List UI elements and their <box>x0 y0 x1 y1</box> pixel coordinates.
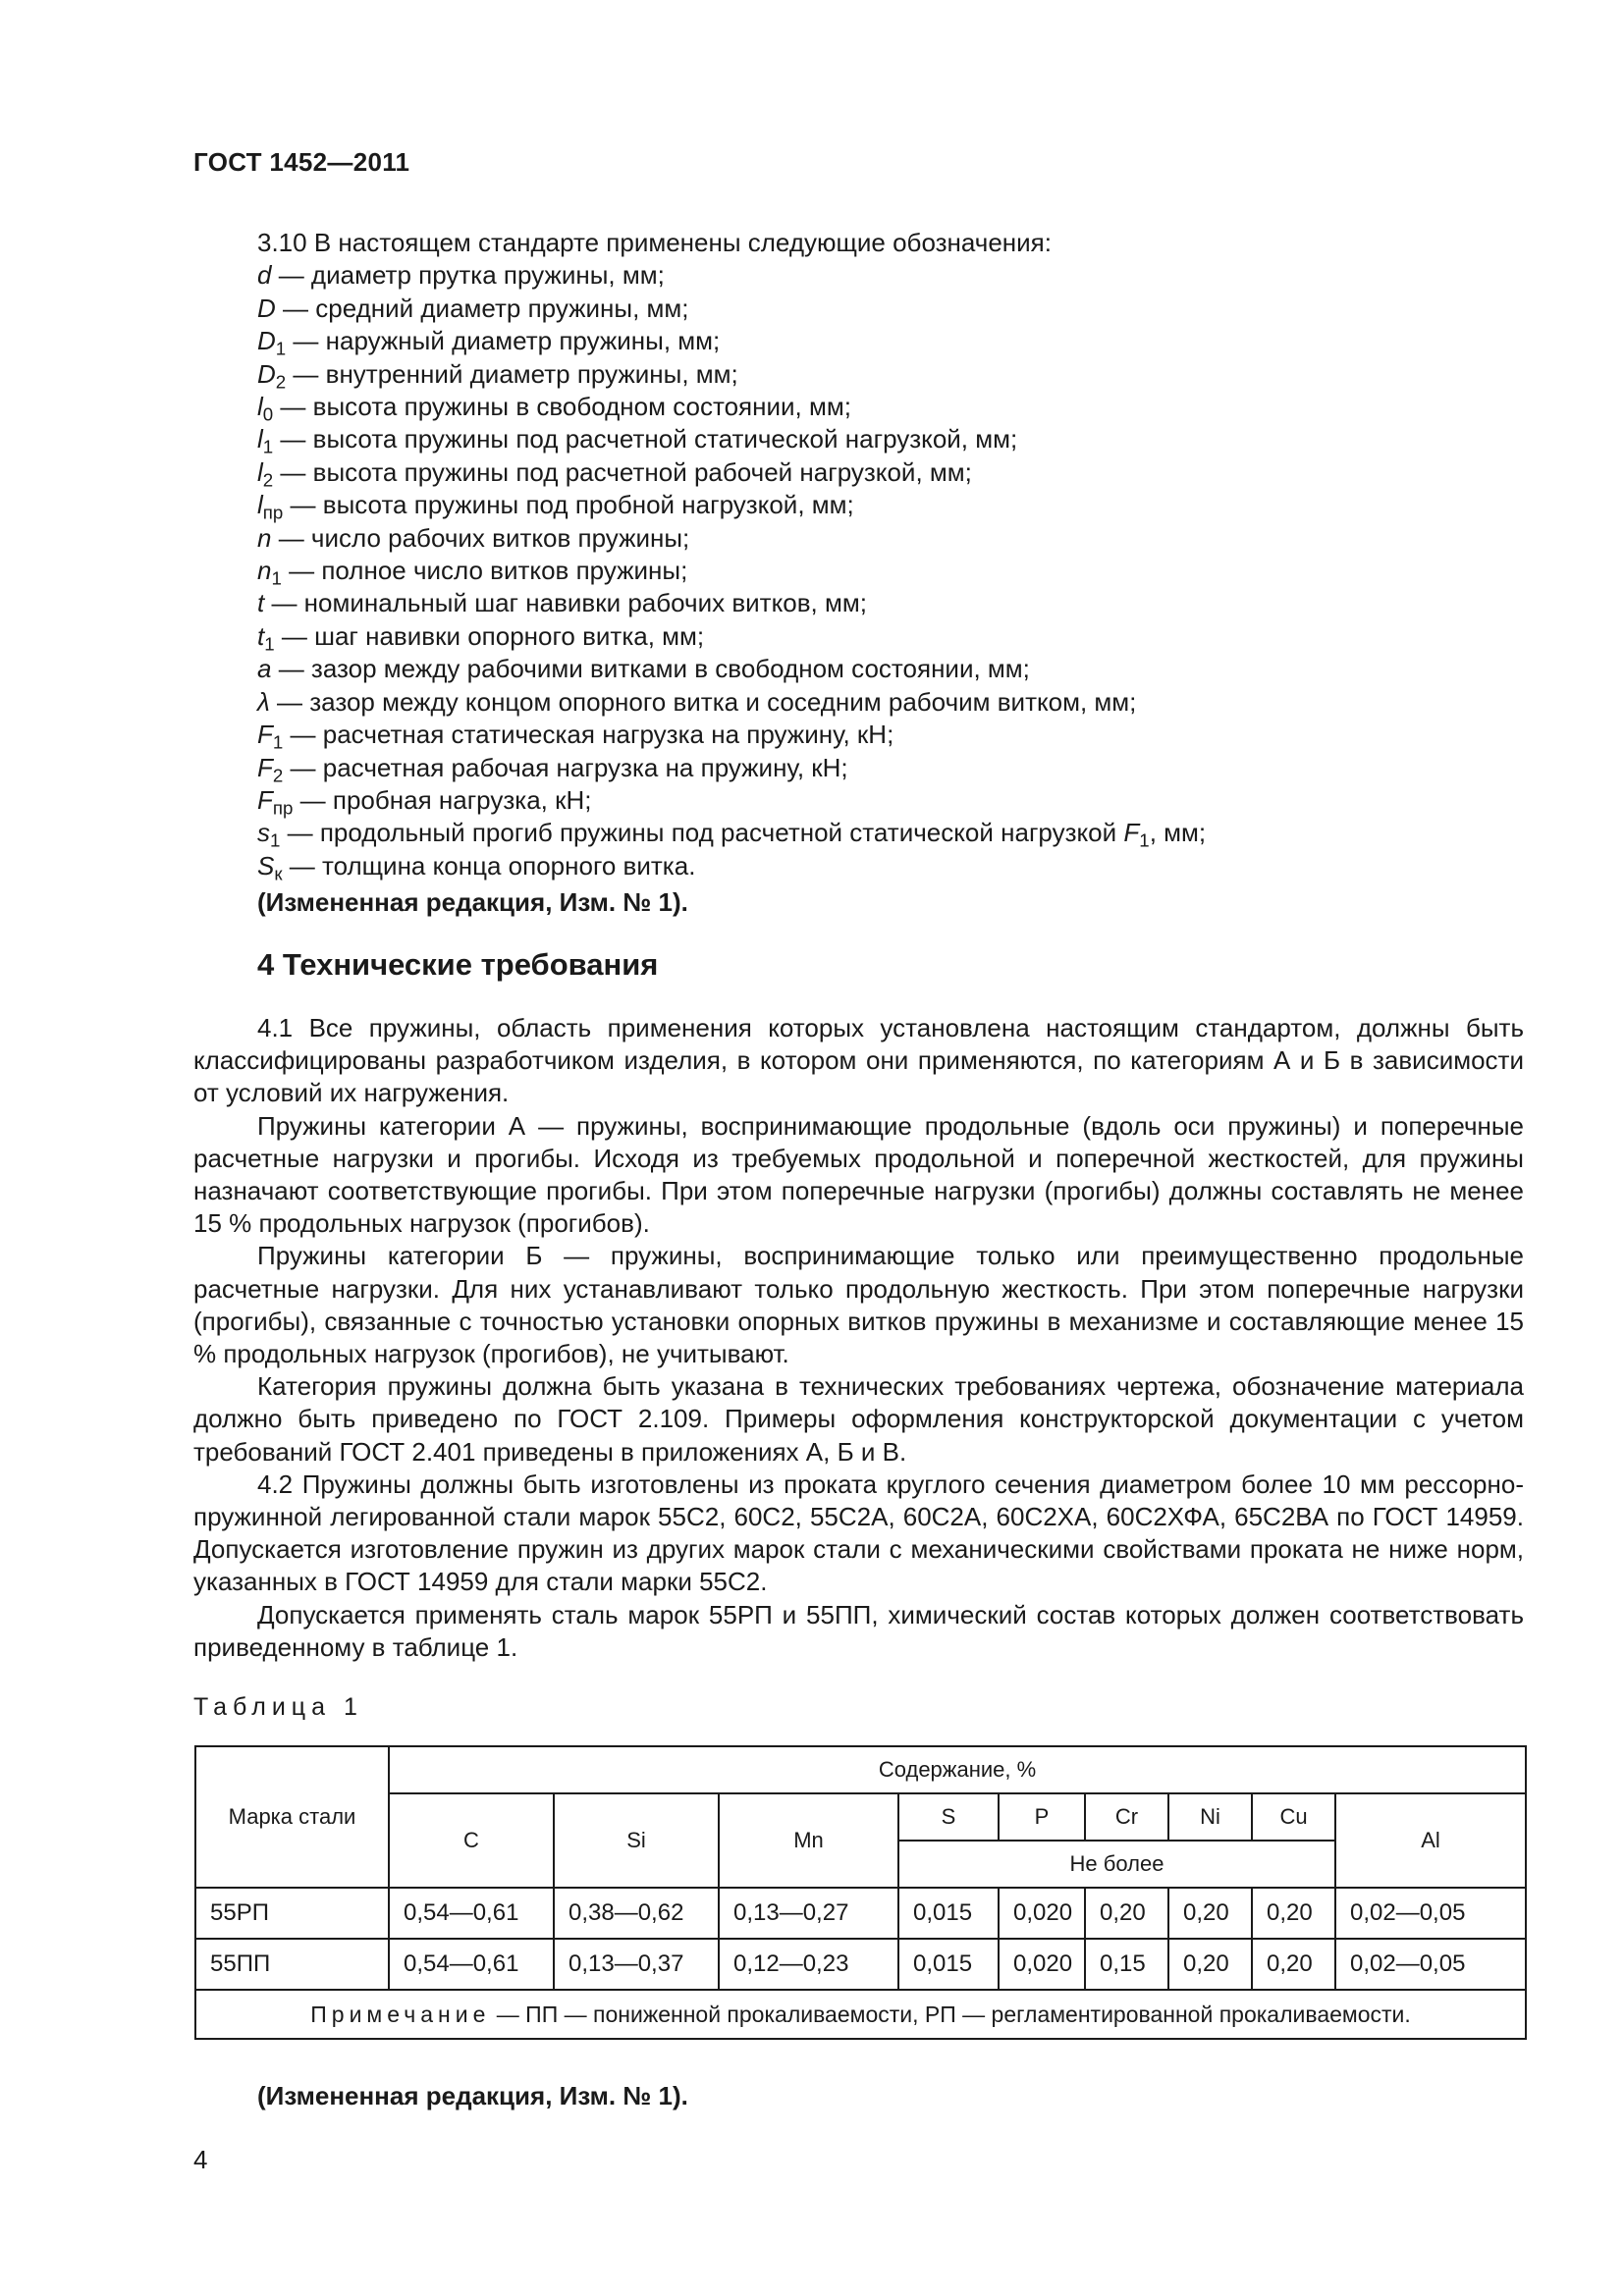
table-cell: 0,015 <box>898 1939 999 1990</box>
table-cell: 0,13—0,37 <box>554 1939 719 1990</box>
table-row <box>195 1939 1526 1990</box>
definition-item: D — средний диаметр пружины, мм; <box>257 293 689 323</box>
table-cell: 0,015 <box>898 1888 999 1939</box>
page-number: 4 <box>193 2145 208 2174</box>
definition-item: $F_2$ — расчетная рабочая нагрузка на пружину, кН; <box>257 752 848 786</box>
col-header-content: Содержание, % <box>389 1746 1526 1793</box>
table-cell: 0,020 <box>999 1888 1085 1939</box>
table-note <box>195 1990 1526 2039</box>
definition-item: λ — зазор между концом опорного витка и соседним рабочим витком, мм; <box>257 686 1137 717</box>
definition-item: $l_0$ — высота пружины в свободном состоянии, мм; <box>257 392 851 425</box>
definition-item: t — номинальный шаг навивки рабочих витков, мм; <box>257 588 867 618</box>
col-header-element: Si <box>554 1793 719 1888</box>
table-cell: 0,02—0,05 <box>1335 1888 1526 1939</box>
section-body <box>193 1012 1524 1664</box>
definition-item: $n_1$ — полное число витков пружины; <box>257 556 688 589</box>
definition-item: d — диаметр прутка пружины, мм; <box>257 260 665 291</box>
table-cell: 0,38—0,62 <box>554 1888 719 1939</box>
definition-item: $l_1$ — высота пружины под расчетной статической нагрузкой, мм; <box>257 424 1018 458</box>
col-header-steel: Марка стали <box>195 1746 389 1888</box>
table-cell: 0,020 <box>999 1939 1085 1990</box>
definition-item: $F_{пр}$ — пробная нагрузка, кН; <box>257 784 592 819</box>
paragraph: Категория пружины должна быть указана в технических требованиях чертежа, обозначение материала должно быть приведено по ГОСТ 2.109. Примеры оформления конструкторской документации с учетом требований ГОСТ 2.401 приведены в приложениях А, Б и В. <box>193 1371 1524 1467</box>
paragraph: Пружины категории А — пружины, воспринимающие продольные (вдоль оси пружины) и поперечные расчетные нагрузки и прогибы. Исходя из требуемых продольной и поперечной жесткостей, для пружины назначают соответствующие прогибы. При этом поперечные нагрузки (прогибы) должны составлять не менее 15 % продольных нагрузок (прогибов). <box>193 1110 1524 1239</box>
cell-grade: 55РП <box>195 1888 389 1939</box>
definitions-intro: 3.10 В настоящем стандарте применены следующие обозначения: <box>257 228 1052 257</box>
col-header-element: P <box>999 1793 1085 1841</box>
definition-items <box>257 259 1534 817</box>
definition-item: $S_к$ — толщина конца опорного витка. <box>257 850 696 884</box>
paragraph: 4.1 Все пружины, область применения которых установлена настоящим стандартом, должны быть классифицированы разработчиком изделия, в котором они применяются, по категориям А и Б в зависимости от условий их нагружения. <box>193 1013 1524 1108</box>
col-header-element: C <box>389 1793 554 1888</box>
amendment-note: (Измененная редакция, Изм. № 1). <box>257 887 688 918</box>
table-cell: 0,12—0,23 <box>719 1939 898 1990</box>
note-text: — ПП — пониженной прокаливаемости, РП — регламентированной прокаливаемости. <box>490 2001 1411 2027</box>
table-caption: Таблица 1 <box>193 1693 363 1721</box>
document-header: ГОСТ 1452—2011 <box>193 147 410 177</box>
table-cell: 0,13—0,27 <box>719 1888 898 1939</box>
paragraph: Пружины категории Б — пружины, воспринимающие только или преимущественно продольные расчетные нагрузки. Для них устанавливают только продольную жесткость. При этом поперечные нагрузки (прогибы), связанные с точностью установки опорных витков пружины в механизме и составляющие менее 15 % продольных нагрузок (прогибов), не учитывают. <box>193 1241 1524 1369</box>
paragraph: Допускается применять сталь марок 55РП и 55ПП, химический состав которых должен соответствовать приведенному в таблице 1. <box>193 1599 1524 1662</box>
table-cell: 0,20 <box>1252 1939 1335 1990</box>
amendment-note-table: (Измененная редакция, Изм. № 1). <box>257 2081 688 2110</box>
composition-table <box>194 1745 1527 2040</box>
col-header-not-more: Не более <box>898 1841 1335 1888</box>
definition-item: $s_1$ — продольный прогиб пружины под расчетной статической нагрузкой $F_1$, мм; <box>257 818 1207 851</box>
table-row <box>195 1888 1526 1939</box>
definition-item: $F_1$ — расчетная статическая нагрузка на пружину, кН; <box>257 720 894 753</box>
table-cell: 0,54—0,61 <box>389 1939 554 1990</box>
definition-item: $t_1$ — шаг навивки опорного витка, мм; <box>257 620 705 655</box>
table-cell: 0,20 <box>1168 1888 1252 1939</box>
definitions-list <box>257 227 1534 920</box>
table-cell: 0,02—0,05 <box>1335 1939 1526 1990</box>
definition-item: $D_1$ — наружный диаметр пружины, мм; <box>257 326 721 359</box>
definition-item: $l_{пр}$ — высота пружины под пробной нагрузкой, мм; <box>257 490 854 523</box>
paragraph: 4.2 Пружины должны быть изготовлены из проката круглого сечения диаметром более 10 мм рессорно-пружинной легированной стали марок 55С2, 60С2, 55С2А, 60С2А, 60С2ХА, 60С2ХФА, 65С2ВА по ГОСТ 14959. Допускается изготовление пружин из других марок стали с механическими свойствами проката не ниже норм, указанных в ГОСТ 14959 для стали марки 55С2. <box>193 1468 1524 1597</box>
definition-item: $l_2$ — высота пружины под расчетной рабочей нагрузкой, мм; <box>257 456 972 491</box>
table-cell: 0,15 <box>1085 1939 1168 1990</box>
definition-item: n — число рабочих витков пружины; <box>257 522 690 553</box>
col-header-element: S <box>898 1793 999 1841</box>
table-cell: 0,20 <box>1085 1888 1168 1939</box>
note-label: Примечание <box>310 2001 491 2027</box>
col-header-element: Mn <box>719 1793 898 1888</box>
table-cell: 0,20 <box>1168 1939 1252 1990</box>
col-header-element: Ni <box>1168 1793 1252 1841</box>
definition-item: a — зазор между рабочими витками в свободном состоянии, мм; <box>257 654 1030 684</box>
section-title: 4 Технические требования <box>257 947 659 982</box>
col-header-element: Cu <box>1252 1793 1335 1841</box>
cell-grade: 55ПП <box>195 1939 389 1990</box>
table-cell: 0,54—0,61 <box>389 1888 554 1939</box>
table-cell: 0,20 <box>1252 1888 1335 1939</box>
col-header-element: Al <box>1335 1793 1526 1888</box>
col-header-element: Cr <box>1085 1793 1168 1841</box>
definition-item: $D_2$ — внутренний диаметр пружины, мм; <box>257 358 738 393</box>
